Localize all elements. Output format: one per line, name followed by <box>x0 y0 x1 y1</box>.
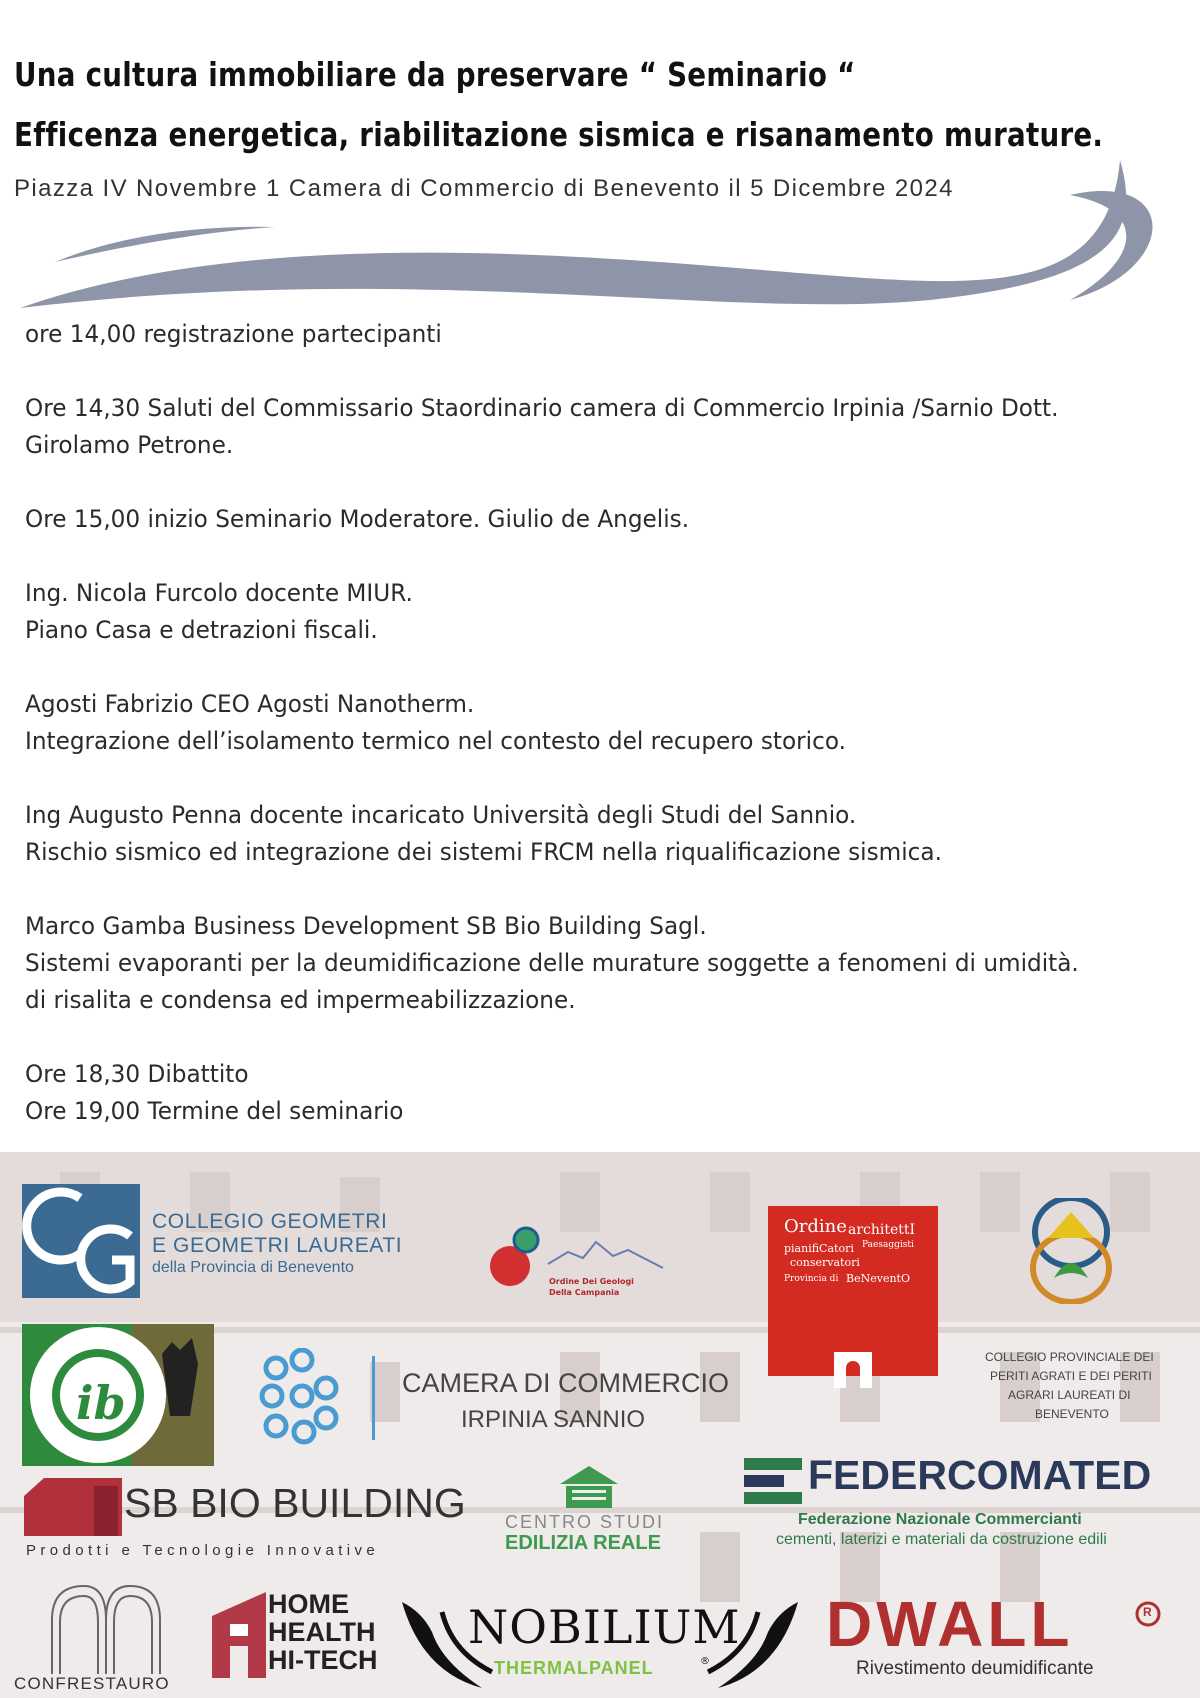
ingegneri-monogram: ib <box>76 1376 126 1430</box>
program-line: Ore 19,00 Termine del seminario <box>25 1097 404 1125</box>
nobilium-reg: ® <box>700 1656 710 1667</box>
program-line: Agosti Fabrizio CEO Agosti Nanotherm. <box>25 690 475 718</box>
home-l3: HI-TECH <box>268 1645 378 1675</box>
cg-line1: COLLEGIO GEOMETRI <box>152 1210 388 1233</box>
centro-line2: EDILIZIA REALE <box>505 1532 661 1554</box>
periti-l4: BENEVENTO <box>1035 1407 1109 1421</box>
program-line: ore 14,00 registrazione partecipanti <box>25 320 442 348</box>
federcomated-logo <box>744 1458 802 1504</box>
periti-l1: COLLEGIO PROVINCIALE DEI <box>985 1350 1154 1364</box>
periti-agrari-logo <box>1028 1198 1114 1304</box>
federcomated-name: FEDERCOMATED <box>808 1452 1152 1498</box>
program-line: di risalita e condensa ed impermeabilizzazione. <box>25 986 576 1014</box>
program-line: Integrazione dell’isolamento termico nel contesto del recupero storico. <box>25 727 846 755</box>
architetti-l4b: BeNeventO <box>846 1272 910 1285</box>
architetti-l4: Provincia di <box>784 1274 839 1284</box>
program-line: Piano Casa e detrazioni fiscali. <box>25 616 378 644</box>
page-title-line-2: Efficenza energetica, riabilitazione sismica e risanamento murature. <box>14 115 1104 154</box>
sb-bio-building-logo <box>24 1478 124 1536</box>
program-line: Ore 18,30 Dibattito <box>25 1060 249 1088</box>
home-l1: HOME <box>268 1589 349 1619</box>
dwall-name: DWALL <box>826 1588 1074 1660</box>
dwall-sub: Rivestimento deumidificante <box>856 1658 1094 1679</box>
home-l2: HEALTH <box>268 1617 376 1647</box>
sb-tagline: Prodotti e Tecnologie Innovative <box>26 1542 380 1559</box>
nobilium-sub: THERMALPANEL <box>494 1658 654 1678</box>
confrestauro-name: CONFRESTAURO <box>14 1674 170 1693</box>
architetti-l1b: architettI <box>848 1222 916 1238</box>
program-line: Girolamo Petrone. <box>25 431 234 459</box>
collegio-geometri-logo <box>22 1184 140 1298</box>
federcomated-line2: cementi, laterizi e materiali da costruzione edili <box>776 1531 1107 1548</box>
periti-l3: AGRARI LAUREATI DI <box>1008 1388 1131 1402</box>
program-line: Ing Augusto Penna docente incaricato Università degli Studi del Sannio. <box>25 801 857 829</box>
confrestauro-logo <box>46 1580 166 1676</box>
geologi-line1: Ordine Dei Geologi <box>549 1277 634 1286</box>
centro-studi-logo <box>556 1462 622 1510</box>
program-line: Sistemi evaporanti per la deumidificazione delle murature soggette a fenomeni di umidità. <box>25 949 1079 977</box>
camera-line1: CAMERA DI COMMERCIO <box>402 1368 730 1398</box>
arch-door-icon <box>834 1352 872 1388</box>
geologi-line2: Della Campania <box>549 1288 620 1297</box>
sponsors-section <box>0 1152 1200 1698</box>
home-health-logo <box>212 1592 266 1678</box>
periti-l2: PERITI AGRATI E DEI PERITI <box>990 1369 1152 1383</box>
camera-line2: IRPINIA SANNIO <box>461 1406 646 1433</box>
decorative-swoosh <box>0 150 1200 320</box>
program-line: Ore 15,00 inizio Seminario Moderatore. Giulio de Angelis. <box>25 505 690 533</box>
seminar-program <box>25 316 1185 1130</box>
program-line: Ing. Nicola Furcolo docente MIUR. <box>25 579 413 607</box>
camera-commercio-logo <box>254 1348 380 1448</box>
sb-name: SB BIO BUILDING <box>124 1480 466 1526</box>
cg-line2: E GEOMETRI LAUREATI <box>152 1234 403 1257</box>
federcomated-line1: Federazione Nazionale Commercianti <box>798 1511 1082 1528</box>
page-title-line-1: Una cultura immobiliare da preservare “ Seminario “ <box>14 55 856 94</box>
program-line: Marco Gamba Business Development SB Bio Building Sagl. <box>25 912 707 940</box>
program-line: Ore 14,30 Saluti del Commissario Staordinario camera di Commercio Irpinia /Sarnio Dott. <box>25 394 1059 422</box>
centro-line1: CENTRO STUDI <box>505 1512 664 1532</box>
architetti-l2: pianifiCatori <box>784 1242 854 1255</box>
architetti-l1: Ordine <box>784 1216 847 1237</box>
architetti-l3: conservatori <box>790 1256 860 1269</box>
event-location-date: Piazza IV Novembre 1 Camera di Commercio di Benevento il 5 Dicembre 2024 <box>14 175 954 202</box>
nobilium-name: NOBILIUM <box>468 1600 741 1654</box>
dwall-reg: R <box>1143 1605 1152 1619</box>
architetti-l2b: Paesaggisti <box>862 1240 914 1250</box>
program-line: Rischio sismico ed integrazione dei sistemi FRCM nella riqualificazione sismica. <box>25 838 942 866</box>
cg-line3: della Provincia di Benevento <box>152 1259 354 1276</box>
